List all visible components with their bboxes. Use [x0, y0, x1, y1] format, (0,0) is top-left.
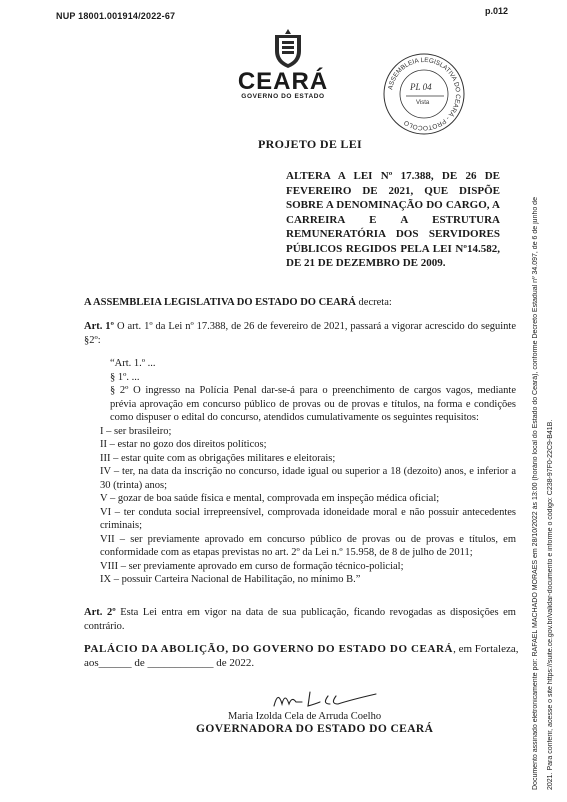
quote-item: I – ser brasileiro; [100, 425, 172, 437]
quote-item: IV – ter, na data da inscrição no concurso, idade igual ou superior a 18 (dezoito) anos, e inferior a 30 (trinta) anos; [100, 466, 516, 491]
intro-bold: A ASSEMBLEIA LEGISLATIVA DO ESTADO DO CEARÁ [84, 297, 356, 308]
quote-item: III – estar quite com as obrigações militares e eleitorais; [100, 452, 336, 464]
article-2-label: Art. 2º [84, 607, 116, 618]
state-coat-of-arms-icon [271, 29, 305, 69]
ementa: ALTERA A LEI Nº 17.388, DE 26 DE FEVEREIRO DE 2021, QUE DISPÕE SOBRE A DENOMINAÇÃO DO CARGO, A CARREIRA E A ESTRUTURA REMUNERATÓRIA DOS SERVIDORES PÚBLICOS REGIDOS PELA LEI Nº14.582, DE 21 DE DEZEMBRO DE 2009. [286, 170, 500, 269]
quote-line: § 1º. ... [110, 371, 140, 383]
quote-item: V – gozar de boa saúde física e mental, comprovada em inspeção médica oficial; [100, 493, 440, 504]
quote-paragraph: § 2º O ingresso na Polícia Penal dar-se-á para o preenchimento de cargos vagos, mediante prévia aprovação em concurso público de provas ou de provas e títulos, na forma e condições como dispuser o edital do concurso, atendidos cumulativamente os seguintes requisitos: [110, 385, 516, 423]
page-number: p.012 [485, 6, 509, 16]
quote-item: IX – possuir Carteira Nacional de Habilitação, no mínimo B.” [100, 574, 361, 585]
palacio-bold: PALÁCIO DA ABOLIÇÃO, DO GOVERNO DO ESTADO DO CEARÁ [84, 643, 454, 655]
article-2 [84, 606, 516, 633]
quote-item: VI – ter conduta social irrepreensível, comprovada idoneidade moral e não possuir antecedentes criminais; [100, 506, 516, 531]
handwritten-signature [270, 686, 380, 712]
article-2-text: Esta Lei entra em vigor na data de sua publicação, ficando revogadas as disposições em contrário. [84, 607, 516, 632]
signer-role: GOVERNADORA DO ESTADO DO CEARÁ [196, 723, 434, 735]
document-title: PROJETO DE LEI [258, 137, 363, 151]
stamp-label: Vista [416, 100, 430, 106]
nup-number: NUP 18001.001914/2022-67 [56, 11, 176, 21]
date-line: aos______ de ____________ de 2022. [84, 657, 255, 669]
quote-item: II – estar no gozo dos direitos políticos; [100, 439, 267, 450]
margin-validation-note: 2021. Para conferir, acesse o site https://suite.ce.gov.br/validar-documento e informe o código: C238-97F0-22C9-B41B. [547, 419, 554, 790]
stamp-number: PL 04 [410, 82, 432, 92]
quote-item: VIII – ser previamente aprovado em curso de formação técnico-policial; [100, 560, 404, 572]
palacio-rest: , em Fortaleza, [453, 643, 519, 655]
protocol-stamp [380, 52, 468, 136]
stamp-ring-text: ASSEMBLEIA LEGISLATIVA DO CEARÁ - PROTOCOLO [387, 56, 462, 132]
article-1-label: Art. 1º [84, 321, 115, 332]
quote-item: VII – ser previamente aprovado em concurso público de provas ou de provas e títulos, em conformidade com as etapas previstas no art. 2º da Lei n.º 15.958, de 8 de julho de 2011; [100, 533, 516, 558]
closing-formula [84, 642, 520, 670]
intro-rest: decreta: [355, 297, 392, 308]
signer-name: Maria Izolda Cela de Arruda Coelho [228, 711, 382, 722]
quoted-amendment [100, 357, 516, 587]
svg-text:ASSEMBLEIA LEGISLATIVA DO CEAR [387, 57, 461, 131]
article-1 [84, 320, 516, 347]
article-1-text: O art. 1º da Lei nº 17.388, de 26 de fevereiro de 2021, passará a vigorar acrescido do seguinte §2º: [84, 321, 516, 346]
intro-paragraph [84, 296, 514, 310]
margin-signature-note: Documento assinado eletronicamente por: RAFAEL MACHADO MORAES em 28/10/2022 às 13:00 (horário local do Estado do Ceará), conforme Decreto Estadual nº 34.097, de 6 de junho de [532, 197, 539, 790]
org-subtitle: GOVERNO DO ESTADO [241, 93, 325, 100]
org-name: CEARÁ [237, 68, 329, 95]
quote-line: “Art. 1.º ... [110, 358, 156, 369]
